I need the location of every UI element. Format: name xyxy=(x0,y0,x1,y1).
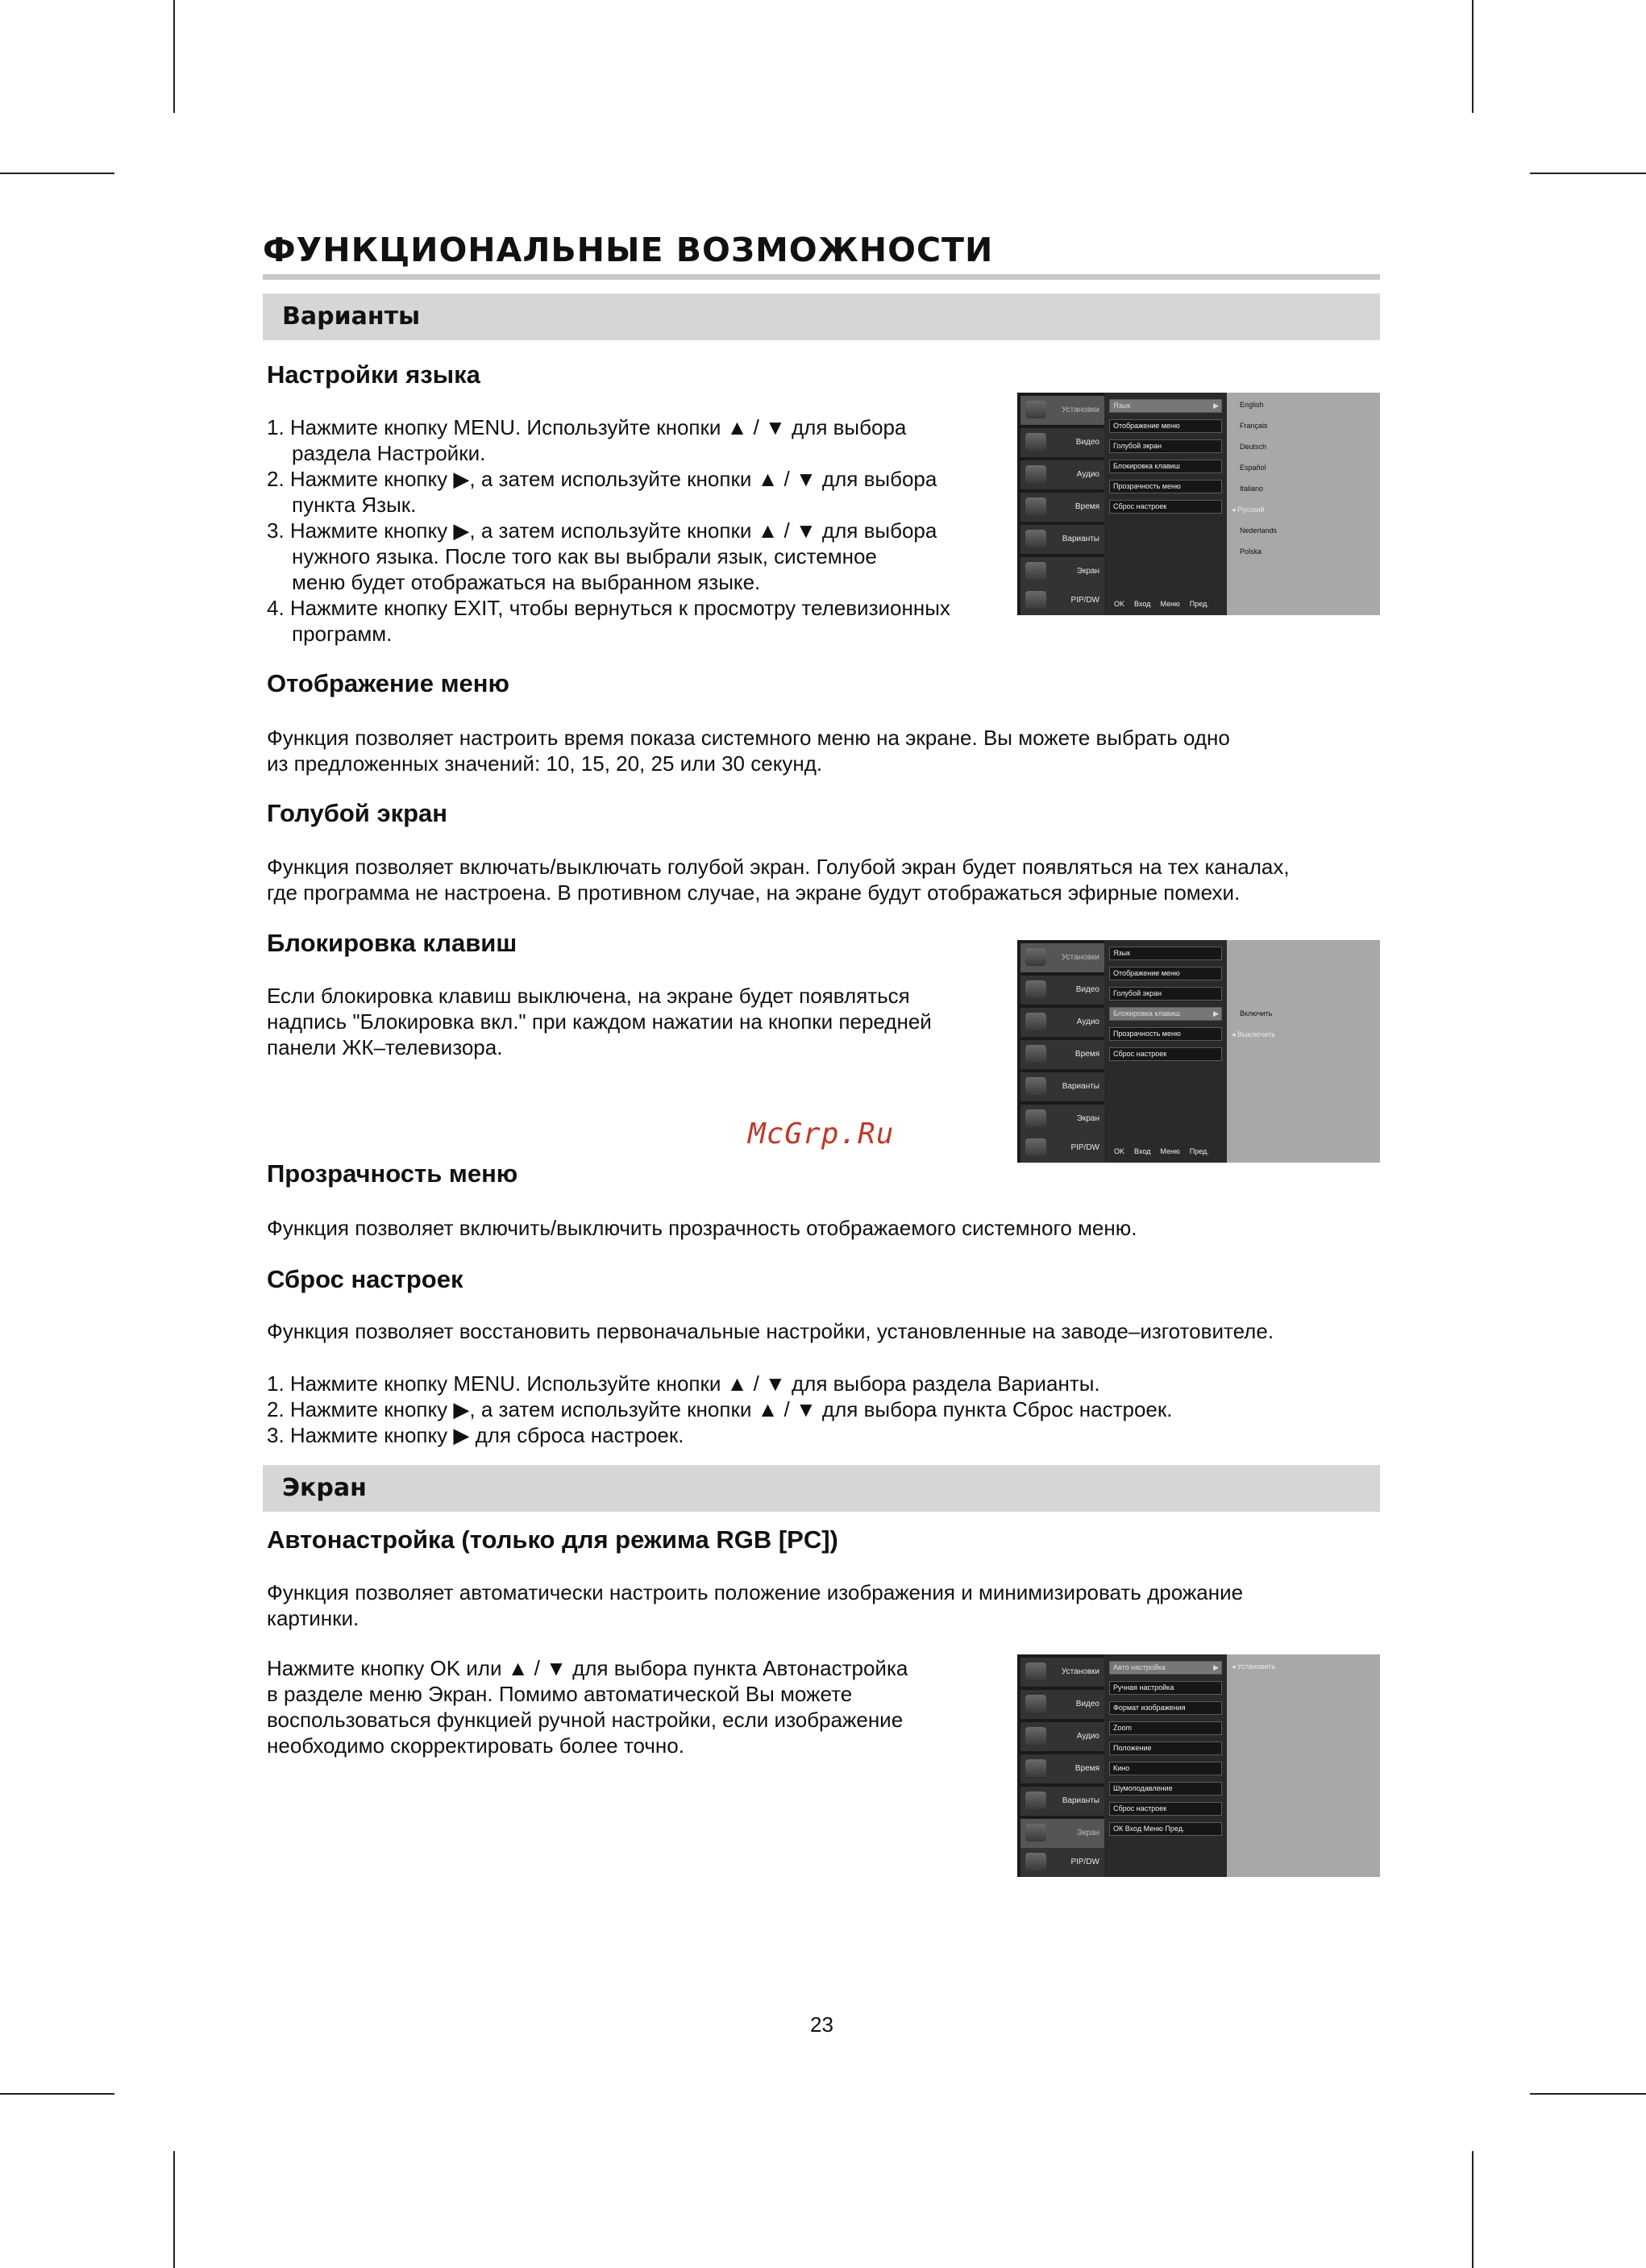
settings-icon xyxy=(1025,401,1046,418)
key-lock-text xyxy=(267,983,932,1060)
osd-menu-item: ОК Вход Меню Пред. xyxy=(1109,1822,1222,1836)
osd-tab: Установки xyxy=(1020,1658,1104,1687)
osd-option: Polska xyxy=(1240,547,1262,556)
watermark: McGrp.Ru xyxy=(748,1117,895,1151)
osd-bottom-bar: OK Вход Меню Пред. xyxy=(1114,1147,1209,1155)
osd-menu-item: Отображение меню xyxy=(1109,419,1222,433)
osd-option: Italiano xyxy=(1240,485,1264,493)
osd-menu-item: Блокировка клавиш xyxy=(1109,460,1222,473)
clock-icon xyxy=(1025,497,1046,515)
section-header-varianty: Варианты xyxy=(263,293,1380,340)
options-icon xyxy=(1025,1077,1046,1095)
text-line: в разделе меню Экран. Помимо автоматической Вы можете xyxy=(267,1682,853,1706)
osd-tab: Установки xyxy=(1020,943,1104,972)
page-title: ФУНКЦИОНАЛЬНЫЕ ВОЗМОЖНОСТИ xyxy=(263,231,994,269)
instruction-line: 4. Нажмите кнопку EXIT, чтобы вернуться к просмотру телевизионных xyxy=(267,596,950,620)
osd-option: Deutsch xyxy=(1240,443,1267,451)
language-instructions xyxy=(267,414,950,647)
section-header-ekran: Экран xyxy=(263,1465,1380,1512)
audio-icon xyxy=(1025,1727,1046,1745)
crop-mark xyxy=(0,173,114,174)
osd-tab: PIP/DW xyxy=(1020,586,1104,615)
video-icon xyxy=(1025,980,1046,998)
osd-tab: Варианты xyxy=(1020,1072,1104,1101)
osd-menu-item: Ручная настройка xyxy=(1109,1681,1222,1695)
osd-tab: Видео xyxy=(1020,428,1104,457)
osd-menu-item: Zoom xyxy=(1109,1721,1222,1735)
osd-option: Español xyxy=(1240,464,1266,472)
text-line: Нажмите кнопку OK или ▲ / ▼ для выбора пункта Автонастройка xyxy=(267,1656,908,1680)
pip-icon xyxy=(1025,591,1046,609)
osd-tab: Видео xyxy=(1020,976,1104,1005)
osd-menu-item: Формат изображения xyxy=(1109,1701,1222,1715)
osd-tab: Время xyxy=(1020,493,1104,522)
crop-mark xyxy=(1472,2151,1474,2268)
text-line: надпись "Блокировка вкл." при каждом нажатии на кнопки передней xyxy=(267,1009,932,1034)
text-line: Если блокировка клавиш выключена, на экране будет появляться xyxy=(267,984,910,1008)
osd-menu-item: Прозрачность меню xyxy=(1109,1027,1222,1041)
osd-tab: Экран xyxy=(1020,1105,1104,1134)
screen-icon xyxy=(1025,1109,1046,1127)
osd-tab: Варианты xyxy=(1020,1787,1104,1816)
heading-language-settings: Настройки языка xyxy=(267,360,480,389)
osd-option: Включить xyxy=(1240,1009,1273,1017)
heading-key-lock: Блокировка клавиш xyxy=(267,929,517,957)
settings-icon xyxy=(1025,1663,1046,1680)
auto-adjust-text xyxy=(267,1579,1243,1631)
osd-tab: Время xyxy=(1020,1754,1104,1783)
heading-menu-transparency: Прозрачность меню xyxy=(267,1159,518,1188)
reset-instructions xyxy=(267,1371,1172,1448)
text-line: Функция позволяет настроить время показа системного меню на экране. Вы можете выбрать одно xyxy=(267,726,1230,750)
osd-tab: Время xyxy=(1020,1040,1104,1069)
pip-icon xyxy=(1025,1853,1046,1871)
text-line: Функция позволяет восстановить первоначальные настройки, установленные на заводе–изготовителе. xyxy=(267,1319,1274,1343)
text-line: Функция позволяет включать/выключать голубой экран. Голубой экран будет появляться на тех каналах, xyxy=(267,855,1290,879)
instruction-line: меню будет отображаться на выбранном языке. xyxy=(292,570,761,594)
osd-tab: Видео xyxy=(1020,1690,1104,1719)
osd-tab: Аудио xyxy=(1020,1008,1104,1037)
osd-option: English xyxy=(1240,401,1264,409)
heading-auto-adjust: Автонастройка (только для режима RGB [PC]) xyxy=(267,1525,838,1554)
crop-mark xyxy=(0,2093,114,2095)
crop-mark xyxy=(1530,173,1646,174)
audio-icon xyxy=(1025,465,1046,483)
menu-display-text xyxy=(267,725,1230,776)
crop-mark xyxy=(1472,0,1474,113)
text-line: из предложенных значений: 10, 15, 20, 25 или 30 секунд. xyxy=(267,751,823,776)
osd-screenshot-screen xyxy=(1017,1654,1380,1877)
text-line: картинки. xyxy=(267,1606,360,1630)
osd-tab: Экран xyxy=(1020,557,1104,586)
osd-option: Nederlands xyxy=(1240,526,1278,535)
clock-icon xyxy=(1025,1045,1046,1063)
video-icon xyxy=(1025,433,1046,451)
clock-icon xyxy=(1025,1759,1046,1777)
osd-menu-item: Кино xyxy=(1109,1762,1222,1775)
instruction-line: 1. Нажмите кнопку MENU. Используйте кнопки ▲ / ▼ для выбора xyxy=(267,415,907,439)
reset-text xyxy=(267,1318,1274,1344)
osd-menu-item: Отображение меню xyxy=(1109,967,1222,980)
osd-option: Français xyxy=(1240,422,1268,430)
crop-mark xyxy=(173,2151,175,2268)
osd-menu-item: Язык ▶ xyxy=(1109,399,1222,413)
crop-mark xyxy=(173,0,175,113)
title-rule xyxy=(263,274,1380,280)
osd-tab: PIP/DW xyxy=(1020,1134,1104,1163)
screen-icon xyxy=(1025,562,1046,580)
osd-option-selected: ◂ Установить xyxy=(1232,1663,1276,1671)
instruction-line: 2. Нажмите кнопку ▶, а затем используйте кнопки ▲ / ▼ для выбора xyxy=(267,467,937,491)
osd-tab: Экран xyxy=(1020,1819,1104,1848)
osd-tab: PIP/DW xyxy=(1020,1848,1104,1877)
osd-menu-item: Сброс настроек xyxy=(1109,1047,1222,1061)
text-line: панели ЖК–телевизора. xyxy=(267,1035,503,1059)
blue-screen-text xyxy=(267,854,1290,905)
audio-icon xyxy=(1025,1013,1046,1030)
heading-blue-screen: Голубой экран xyxy=(267,799,448,827)
osd-menu-item: Прозрачность меню xyxy=(1109,480,1222,493)
instruction-line: нужного языка. После того как вы выбрали язык, системное xyxy=(292,544,877,568)
instruction-line: 3. Нажмите кнопку ▶ для сброса настроек. xyxy=(267,1423,684,1447)
osd-tab: Аудио xyxy=(1020,1722,1104,1751)
page-number: 23 xyxy=(810,2012,833,2037)
osd-menu-item: Сброс настроек xyxy=(1109,1802,1222,1816)
osd-menu-item: Блокировка клавиш ▶ xyxy=(1109,1007,1222,1021)
osd-menu-item: Авто настройка ▶ xyxy=(1109,1661,1222,1675)
osd-bottom-bar: OK Вход Меню Пред. xyxy=(1114,600,1209,608)
transparency-text xyxy=(267,1215,1137,1241)
text-line: Функция позволяет автоматически настроить положение изображения и минимизировать дрожание xyxy=(267,1580,1244,1604)
text-line: воспользоваться функцией ручной настройки, если изображение xyxy=(267,1708,904,1732)
settings-icon xyxy=(1025,948,1046,966)
heading-menu-display: Отображение меню xyxy=(267,669,509,697)
instruction-line: пункта Язык. xyxy=(292,493,417,517)
text-line: где программа не настроена. В противном случае, на экране будут отображаться эфирные помехи. xyxy=(267,880,1241,905)
options-icon xyxy=(1025,530,1046,547)
osd-tab: Установки xyxy=(1020,396,1104,425)
instruction-line: 2. Нажмите кнопку ▶, а затем используйте кнопки ▲ / ▼ для выбора пункта Сброс настроек. xyxy=(267,1397,1173,1421)
instruction-line: раздела Настройки. xyxy=(292,441,486,465)
auto-adjust-instructions xyxy=(267,1655,908,1758)
osd-screenshot-language xyxy=(1017,393,1380,615)
screen-icon xyxy=(1025,1824,1046,1841)
osd-option-selected: ◂ Выключить xyxy=(1232,1030,1275,1038)
instruction-line: 3. Нажмите кнопку ▶, а затем используйте кнопки ▲ / ▼ для выбора xyxy=(267,518,937,543)
instruction-line: программ. xyxy=(292,622,393,646)
instruction-line: 1. Нажмите кнопку MENU. Используйте кнопки ▲ / ▼ для выбора раздела Варианты. xyxy=(267,1371,1100,1396)
osd-menu-item: Сброс настроек xyxy=(1109,500,1222,514)
crop-mark xyxy=(1530,2093,1646,2095)
pip-icon xyxy=(1025,1138,1046,1156)
osd-screenshot-key-lock xyxy=(1017,940,1380,1163)
osd-option-selected: ◂ Русский xyxy=(1232,506,1265,514)
osd-menu-item: Язык xyxy=(1109,947,1222,960)
osd-menu-item: Шумоподавление xyxy=(1109,1782,1222,1796)
osd-menu-item: Положение xyxy=(1109,1742,1222,1755)
options-icon xyxy=(1025,1792,1046,1809)
heading-reset: Сброс настроек xyxy=(267,1265,463,1293)
osd-tab: Аудио xyxy=(1020,460,1104,489)
video-icon xyxy=(1025,1695,1046,1712)
osd-tab: Варианты xyxy=(1020,525,1104,554)
osd-menu-item: Голубой экран xyxy=(1109,987,1222,1001)
osd-menu-item: Голубой экран xyxy=(1109,439,1222,453)
text-line: Функция позволяет включить/выключить прозрачность отображаемого системного меню. xyxy=(267,1216,1137,1240)
text-line: необходимо скорректировать более точно. xyxy=(267,1733,684,1758)
